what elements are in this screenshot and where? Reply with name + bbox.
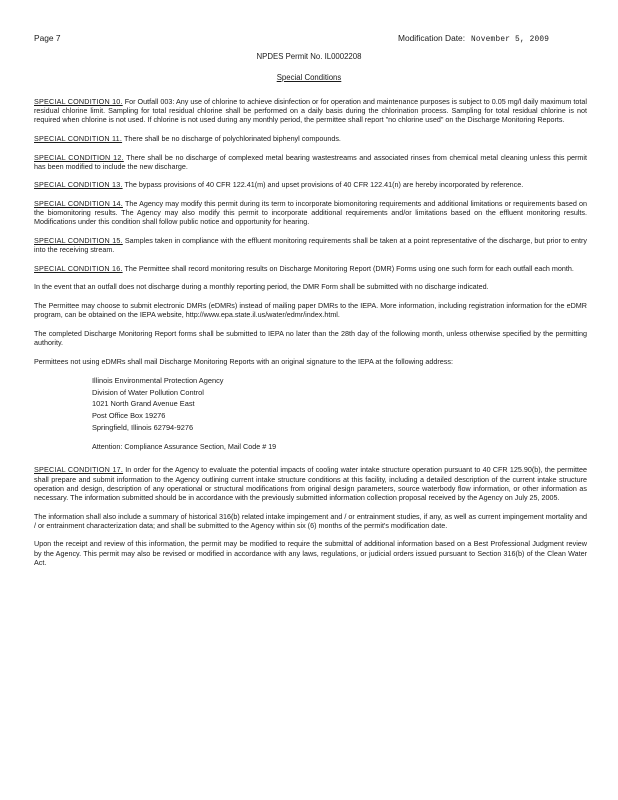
modification-date-value: November 5, 2009 — [471, 36, 550, 44]
paragraph-condition-15 — [34, 236, 587, 254]
paragraph-text: In the event that an outfall does not discharge during a monthly reporting period, the DMR Form shall be submitted with no discharge indicated. — [34, 282, 489, 292]
section-title: Special Conditions — [276, 73, 342, 82]
condition-heading: SPECIAL CONDITION 11. — [34, 134, 123, 143]
condition-heading: SPECIAL CONDITION 16. — [34, 263, 123, 273]
condition-heading: SPECIAL CONDITION 10. — [34, 97, 123, 106]
paragraph-condition-16 — [34, 264, 587, 273]
paragraph-condition-12 — [34, 153, 587, 171]
paragraph-text: The completed Discharge Monitoring Report forms shall be submitted to IEPA no later than the 28th day of the following month, unless otherwise specified by the permitting authority. — [34, 328, 587, 347]
condition-heading: SPECIAL CONDITION 17. — [34, 465, 124, 475]
paragraph-text: For Outfall 003: Any use of chlorine to achieve disinfection or for operation and maintenance purposes is subject to 0.05 mg/l daily maximum total residual chlorine limit. Sampling for total residual chlorine shall be performed on a daily basis during the chlorination process. Sampling for total residual chlorine is not required when chlorine is not used. If chlorine is not used during any monthly period, the permittee shall report "no chlorine used" on the Discharge Monitoring Reports. — [34, 97, 587, 125]
paragraph-text: The Permittee shall record monitoring results on Discharge Monitoring Report (DMR) Forms using one such form for each outfall each month. — [122, 263, 574, 273]
paragraph-condition-14 — [34, 199, 587, 227]
page-number: Page 7 — [34, 33, 61, 43]
mailing-address — [92, 375, 587, 433]
address-attention: Attention: Compliance Assurance Section, Mail Code # 19 — [92, 442, 277, 452]
document-body — [34, 97, 587, 576]
paragraph-edmr — [34, 301, 587, 319]
paragraph-text: The information shall also include a summary of historical 316(b) related intake impingement and / or entrainment studies, if any, as well as current impingement mortality and / or entrainment characterization data; and shall be submitted to the Agency within six (6) months of the permit's modification date. — [34, 511, 587, 530]
paragraph-text: In order for the Agency to evaluate the potential impacts of cooling water intake structure operation pursuant to 40 CFR 125.90(b), the permittee shall prepare and submit information to the Agency outlining current intake structure conditions at this facility, including a detailed description of the current intake structure operation and design, description of any operational or structural modifications from original design parameters, source waterbody flow information, or other information as necessary. The information submitted should be in accordance with the previously submitted information collection proposal received by the Agency on July 25, 2005. — [34, 465, 588, 502]
paragraph-condition-13 — [34, 180, 587, 189]
paragraph-316b-summary — [34, 512, 587, 530]
paragraph-text: There shall be no discharge of complexed metal bearing wastestreams and associated rinses from chemical metal cleaning unless this permit has been modified to include the new discharge. — [34, 152, 587, 171]
paragraph-text: There shall be no discharge of polychlorinated biphenyl compounds. — [122, 134, 341, 143]
condition-heading: SPECIAL CONDITION 12. — [34, 152, 124, 162]
address-line: Springfield, Illinois 62794-9276 — [92, 422, 194, 432]
paragraph-no-discharge — [34, 282, 587, 291]
paragraph-text: The Permittee may choose to submit electronic DMRs (eDMRs) instead of mailing paper DMRs to the IEPA. More information, including registration information for the eDMR program, can be obtained on the IEPA website, http://www.epa.state.il.us/water/edmr/index.html. — [34, 300, 587, 320]
paragraph-condition-17 — [34, 465, 587, 502]
address-line: Division of Water Pollution Control — [92, 387, 204, 397]
paragraph-mail-address-intro — [34, 357, 587, 366]
paragraph-text: Permittees not using eDMRs shall mail Discharge Monitoring Reports with an original signature to the IEPA at the following address: — [34, 356, 453, 366]
condition-heading: SPECIAL CONDITION 14. — [34, 198, 123, 208]
paragraph-text: Upon the receipt and review of this information, the permit may be modified to require the submittal of additional information based on a Best Professional Judgment review by the Agency. This permit may also be revised or modified in accordance with any laws, regulations, or judicial orders issued pursuant to Section 316(b) of the Clean Water Act. — [34, 539, 587, 567]
paragraph-condition-10 — [34, 97, 587, 125]
paragraph-text: The bypass provisions of 40 CFR 122.41(m) and upset provisions of 40 CFR 122.41(n) are hereby incorporated by reference. — [122, 180, 524, 190]
modification-date-label: Modification Date: — [398, 33, 466, 43]
address-line: Post Office Box 19276 — [92, 410, 166, 420]
paragraph-text: The Agency may modify this permit during its term to incorporate biomonitoring requirements and additional limitations or requirements based on the biomonitoring results. The Agency may also modify this permit to incorporate additional requirements and/or limitations based on the effluent monitoring results. Modifications under this condition shall follow public notice and opportunity for hearing. — [34, 198, 587, 227]
modification-date — [398, 33, 549, 44]
paragraph-dmr-deadline — [34, 329, 587, 347]
permit-number: NPDES Permit No. IL0002208 — [256, 52, 362, 61]
paragraph-condition-11 — [34, 134, 587, 143]
condition-heading: SPECIAL CONDITION 15. — [34, 235, 123, 245]
paragraph-text: Samples taken in compliance with the effluent monitoring requirements shall be taken at a point representative of the discharge, but prior to entry into the receiving stream. — [34, 235, 588, 255]
paragraph-permit-modification — [34, 539, 587, 567]
address-line: 1021 North Grand Avenue East — [92, 399, 195, 409]
condition-heading: SPECIAL CONDITION 13. — [34, 180, 123, 190]
address-line: Illinois Environmental Protection Agency — [92, 376, 224, 386]
